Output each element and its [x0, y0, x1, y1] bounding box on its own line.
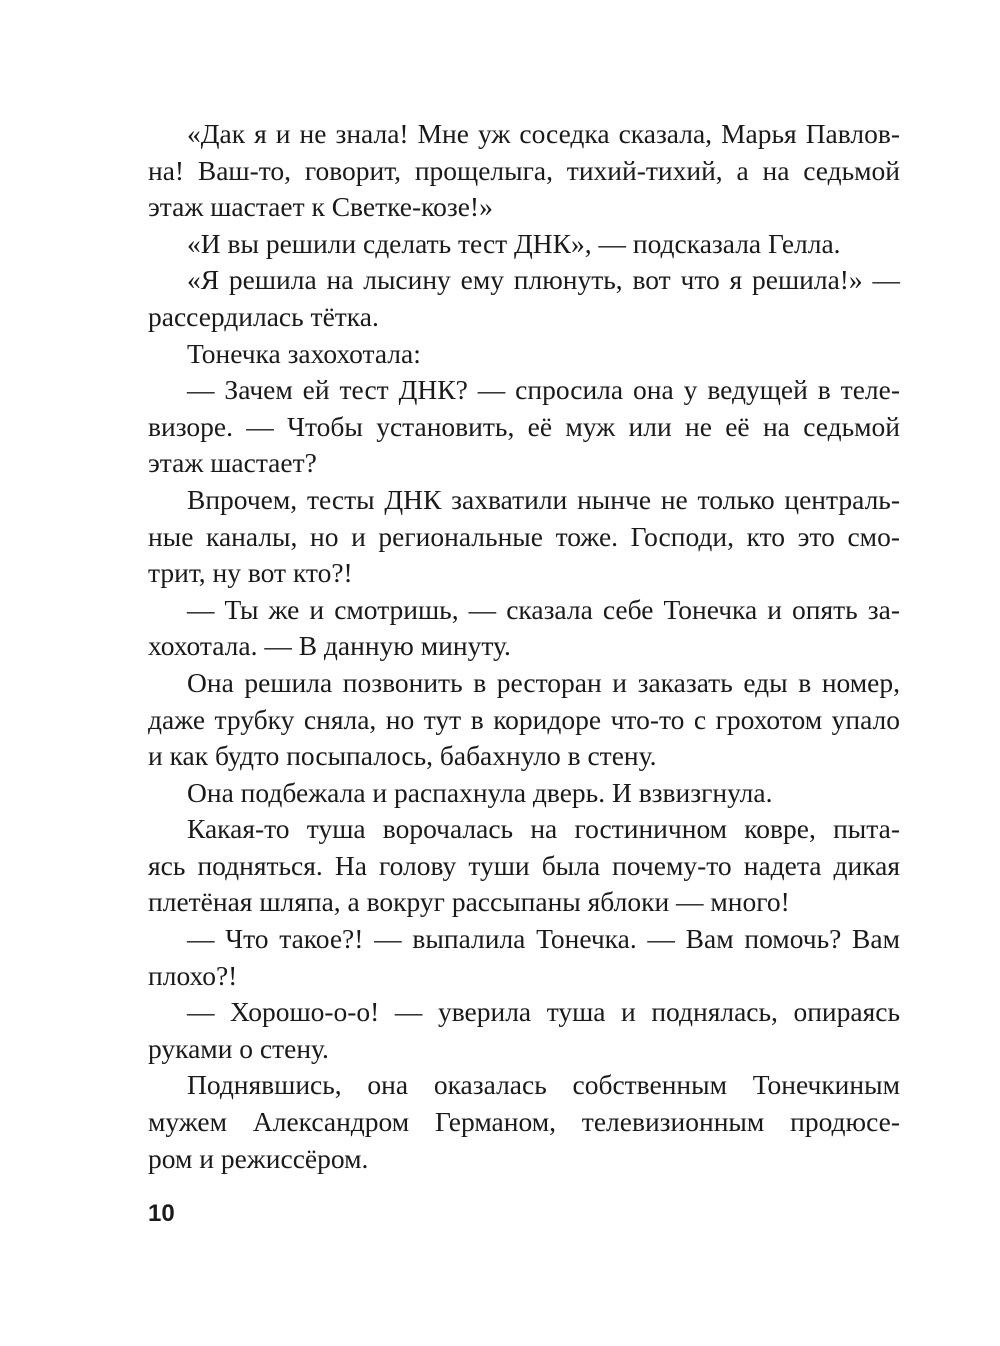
paragraph [148, 336, 900, 373]
text-line: руками о стену. [148, 1032, 329, 1064]
paragraph [148, 1067, 900, 1177]
text-line: и как будто посыпалось, бабахнуло в стену. [148, 740, 657, 772]
text-line: этаж шастает к Светке-козе!» [148, 191, 493, 223]
text-line: этаж шастает? [148, 447, 317, 479]
text-line: рассердилась тётка. [148, 300, 379, 332]
text-line: — Хорошо-о-о! — уверила туша и поднялась, опираясь [187, 996, 900, 1028]
text-line: мужем Александром Германом, телевизионным продюсе- [148, 1106, 900, 1138]
paragraph [148, 482, 900, 592]
text-line: «Я решила на лысину ему плюнуть, вот что я решила!» — [187, 264, 900, 296]
paragraph [148, 665, 900, 775]
text-line: «И вы решили сделать тест ДНК», — подсказала Гелла. [187, 227, 841, 259]
paragraph [148, 116, 900, 226]
body-text [148, 116, 900, 1177]
text-line: Впрочем, тесты ДНК захватили нынче не только централь- [187, 483, 900, 515]
text-line: Поднявшись, она оказалась собственным Тонечкиным [187, 1069, 900, 1101]
text-line: трит, ну вот кто?! [148, 557, 353, 589]
page-number: 10 [148, 1200, 175, 1227]
text-line: — Зачем ей тест ДНК? — спросила она у ведущей в теле- [187, 374, 900, 406]
paragraph [148, 994, 900, 1067]
text-line: плохо?! [148, 959, 238, 991]
text-line: визоре. — Чтобы установить, её муж или не её на седьмой [148, 410, 900, 442]
paragraph [148, 811, 900, 921]
text-line: — Ты же и смотришь, — сказала себе Тонечка и опять за- [187, 593, 900, 625]
text-line: Какая-то туша ворочалась на гостиничном ковре, пыта- [187, 813, 900, 845]
text-line: «Дак я и не знала! Мне уж соседка сказала, Марья Павлов- [187, 118, 900, 149]
text-line: Тонечка захохотала: [187, 337, 421, 369]
paragraph [148, 921, 900, 994]
text-line: ные каналы, но и региональные тоже. Господи, кто это смо- [148, 520, 900, 552]
text-line: даже трубку сняла, но тут в коридоре что-то с грохотом упало [148, 703, 900, 735]
paragraph [148, 592, 900, 665]
text-line: — Что такое?! — выпалила Тонечка. — Вам помочь? Вам [187, 923, 900, 955]
text-line: ром и режиссёром. [148, 1142, 369, 1174]
text-line: Она подбежала и распахнула дверь. И взвизгнула. [187, 776, 773, 808]
paragraph [148, 775, 900, 812]
paragraph [148, 372, 900, 482]
text-line: ясь подняться. На голову туши была почему-то надета дикая [148, 849, 900, 881]
paragraph [148, 262, 900, 335]
paragraph [148, 226, 900, 263]
text-line: на! Ваш-то, говорит, прощелыга, тихий-тихий, а на седьмой [148, 154, 900, 186]
text-line: Она решила позвонить в ресторан и заказать еды в номер, [187, 666, 900, 698]
text-line: плетёная шляпа, а вокруг рассыпаны яблоки — много! [148, 886, 790, 918]
text-line: хохотала. — В данную минуту. [148, 630, 511, 662]
